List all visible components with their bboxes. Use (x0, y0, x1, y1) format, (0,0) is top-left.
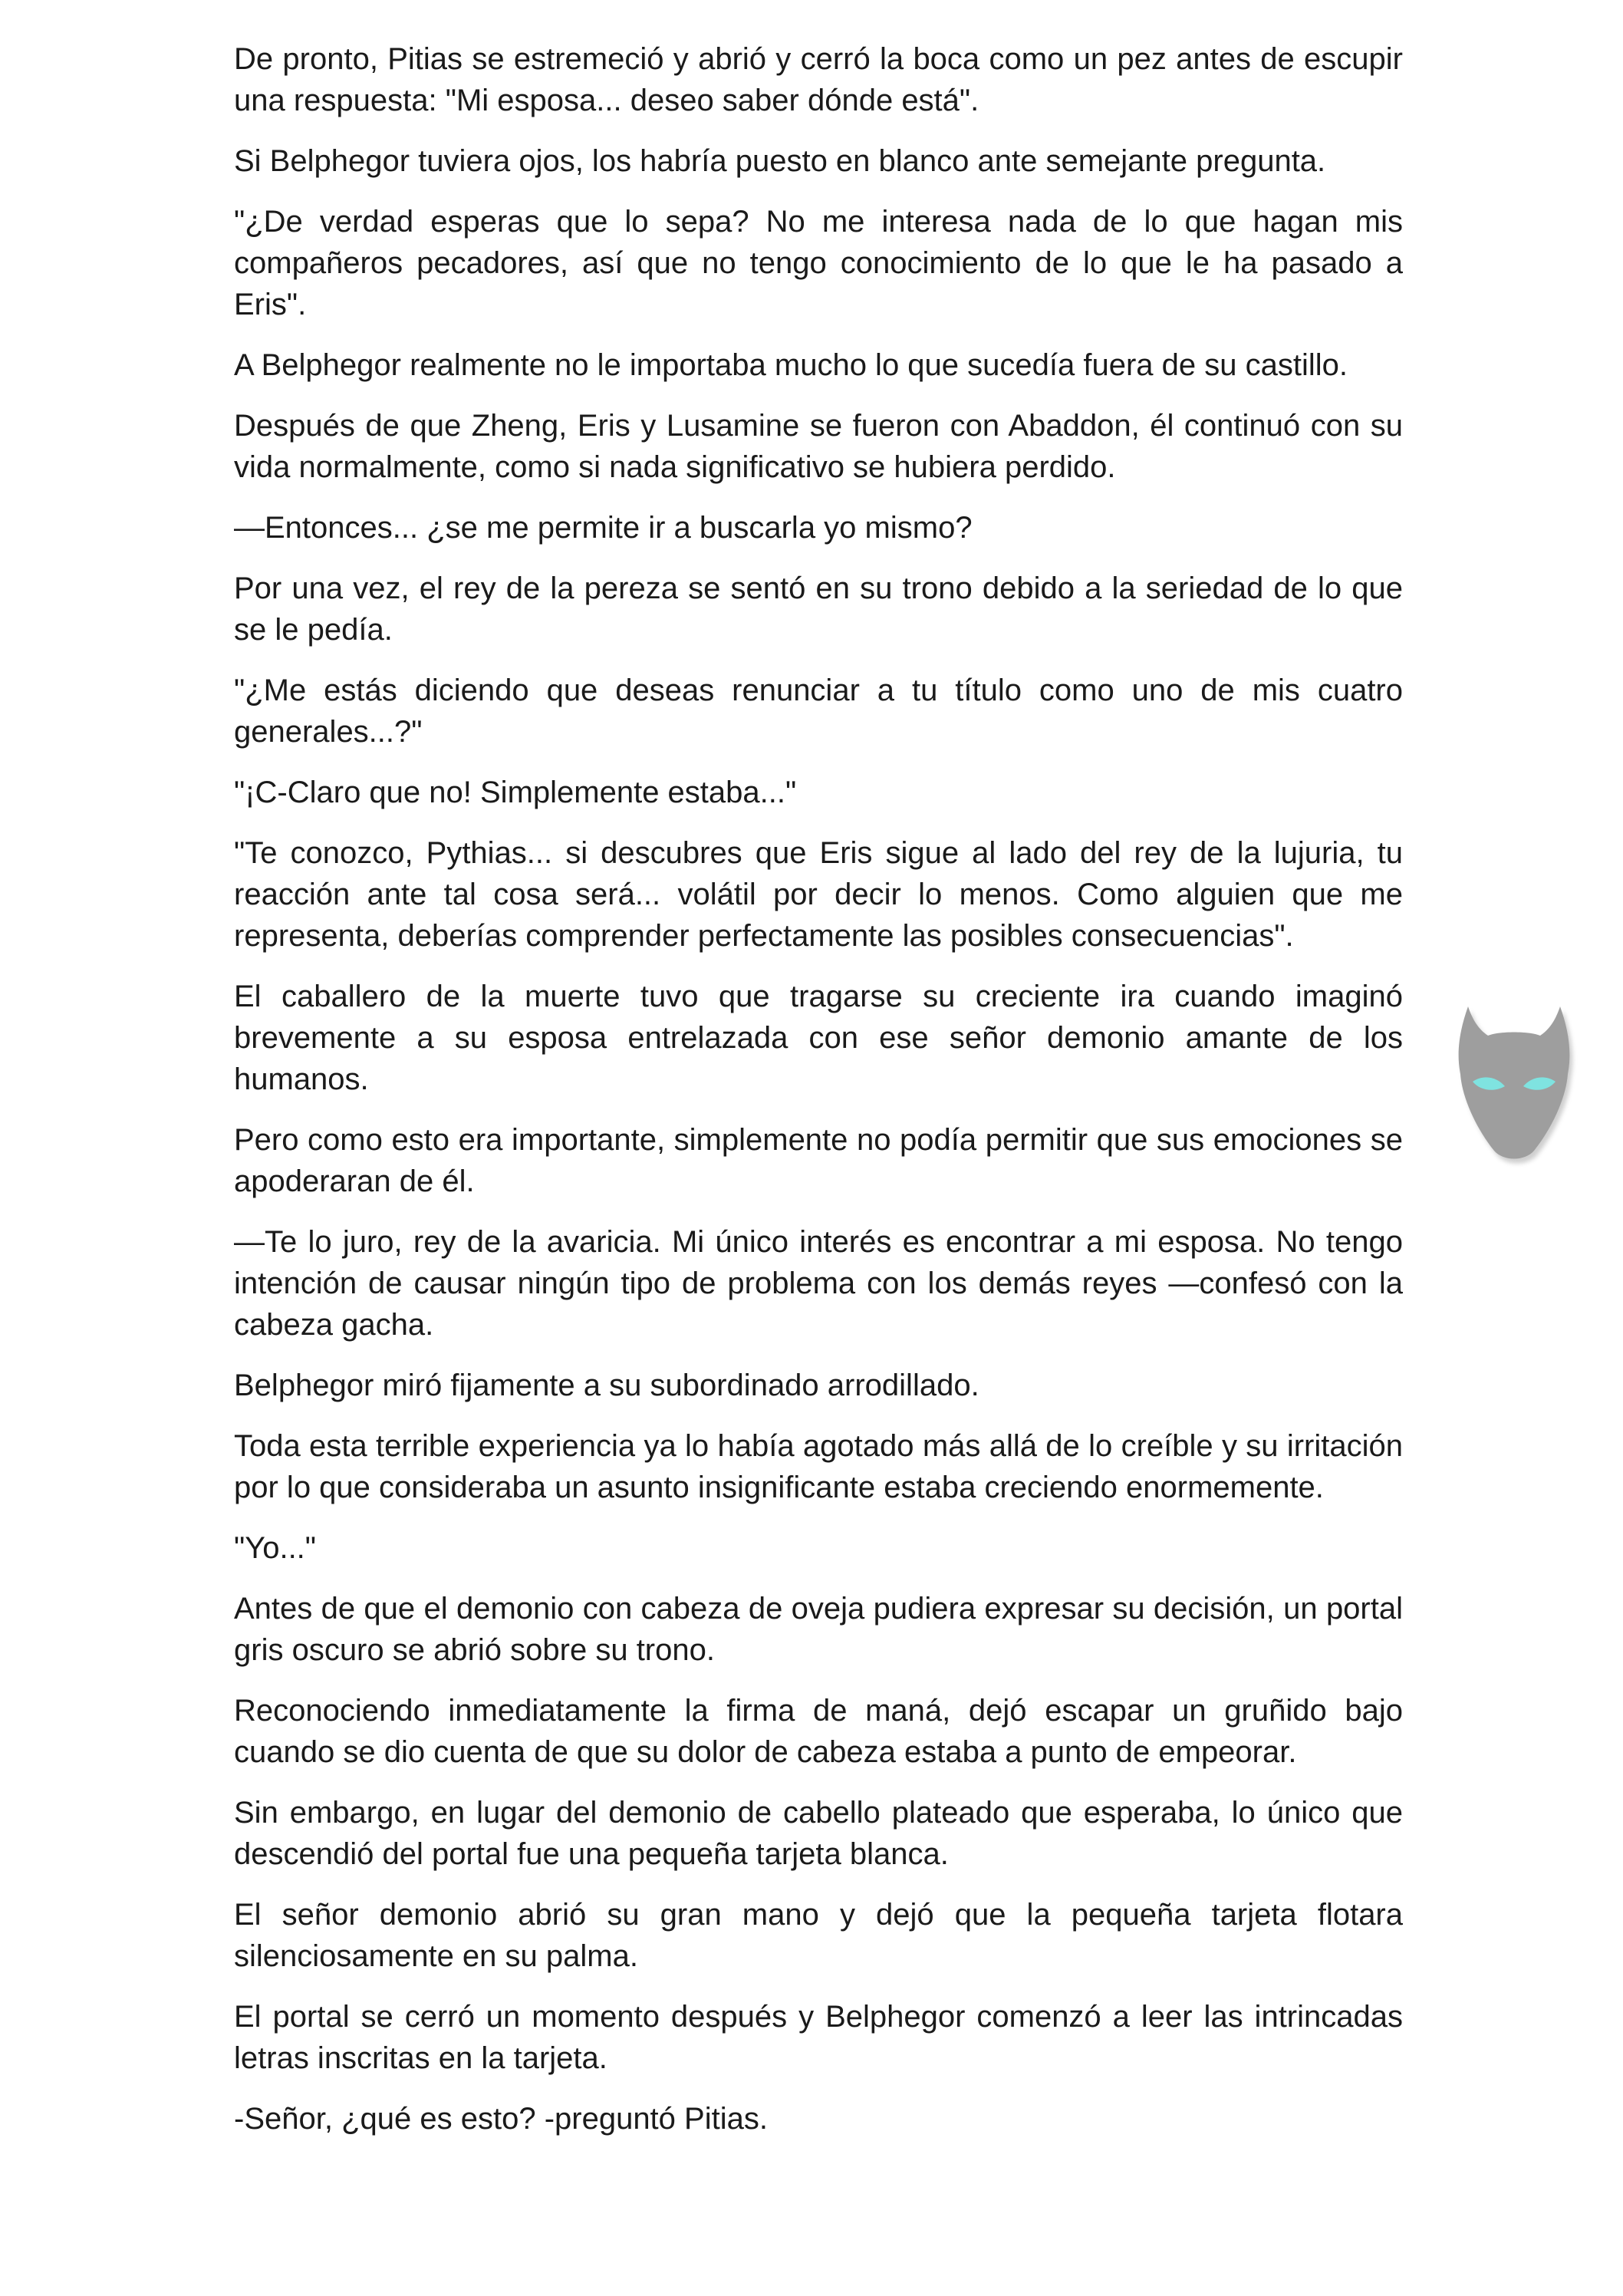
paragraph: -Señor, ¿qué es esto? -preguntó Pitias. (234, 2102, 768, 2136)
horned-demon-head-icon (1437, 997, 1591, 1174)
paragraph: Belphegor miró fijamente a su subordinado arrodillado. (234, 1369, 979, 1402)
paragraph: El señor demonio abrió su gran mano y dejó que la pequeña tarjeta flotara silenciosamente en su palma. (234, 1898, 1403, 1973)
paragraph: Toda esta terrible experiencia ya lo había agotado más allá de lo creíble y su irritación por lo que consideraba un asunto insignificante estaba creciendo enormemente. (234, 1429, 1403, 1504)
paragraph: Antes de que el demonio con cabeza de oveja pudiera expresar su decisión, un portal gris oscuro se abrió sobre su trono. (234, 1592, 1403, 1667)
paragraph: De pronto, Pitias se estremeció y abrió y cerró la boca como un pez antes de escupir una respuesta: "Mi esposa... deseo saber dónde está". (234, 42, 1403, 117)
paragraph: Reconociendo inmediatamente la firma de maná, dejó escapar un gruñido bajo cuando se dio cuenta de que su dolor de cabeza estaba a punto de empeorar. (234, 1694, 1403, 1769)
paragraph: El caballero de la muerte tuvo que tragarse su creciente ira cuando imaginó brevemente a su esposa entrelazada con ese señor demonio amante de los humanos. (234, 980, 1403, 1096)
paragraph: "¡C-Claro que no! Simplemente estaba..." (234, 776, 797, 809)
paragraph: Sin embargo, en lugar del demonio de cabello plateado que esperaba, lo único que descendió del portal fue una pequeña tarjeta blanca. (234, 1796, 1403, 1871)
paragraph: Después de que Zheng, Eris y Lusamine se fueron con Abaddon, él continuó con su vida normalmente, como si nada significativo se hubiera perdido. (234, 409, 1403, 484)
paragraph: Pero como esto era importante, simplemente no podía permitir que sus emociones se apoderaran de él. (234, 1123, 1403, 1198)
paragraph: —Entonces... ¿se me permite ir a buscarla yo mismo? (234, 511, 973, 545)
paragraph: "¿De verdad esperas que lo sepa? No me interesa nada de lo que hagan mis compañeros pecadores, así que no tengo conocimiento de lo que le ha pasado a Eris". (234, 205, 1403, 321)
paragraph: A Belphegor realmente no le importaba mucho lo que sucedía fuera de su castillo. (234, 348, 1348, 382)
paragraph: Si Belphegor tuviera ojos, los habría puesto en blanco ante semejante pregunta. (234, 144, 1326, 178)
paragraph: "¿Me estás diciendo que deseas renunciar a tu título como uno de mis cuatro generales...?" (234, 674, 1403, 749)
paragraph: —Te lo juro, rey de la avaricia. Mi único interés es encontrar a mi esposa. No tengo intención de causar ningún tipo de problema con los demás reyes —confesó con la cabeza gacha. (234, 1225, 1403, 1342)
paragraph: El portal se cerró un momento después y Belphegor comenzó a leer las intrincadas letras inscritas en la tarjeta. (234, 2000, 1403, 2075)
paragraph: "Te conozco, Pythias... si descubres que Eris sigue al lado del rey de la lujuria, tu reacción ante tal cosa será... volátil por decir lo menos. Como alguien que me representa, deberías comprender perfectamente las posibles consecuencias". (234, 836, 1403, 953)
paragraph: Por una vez, el rey de la pereza se sentó en su trono debido a la seriedad de lo que se le pedía. (234, 572, 1403, 647)
paragraph: "Yo..." (234, 1531, 316, 1565)
document-page (234, 38, 1403, 2159)
